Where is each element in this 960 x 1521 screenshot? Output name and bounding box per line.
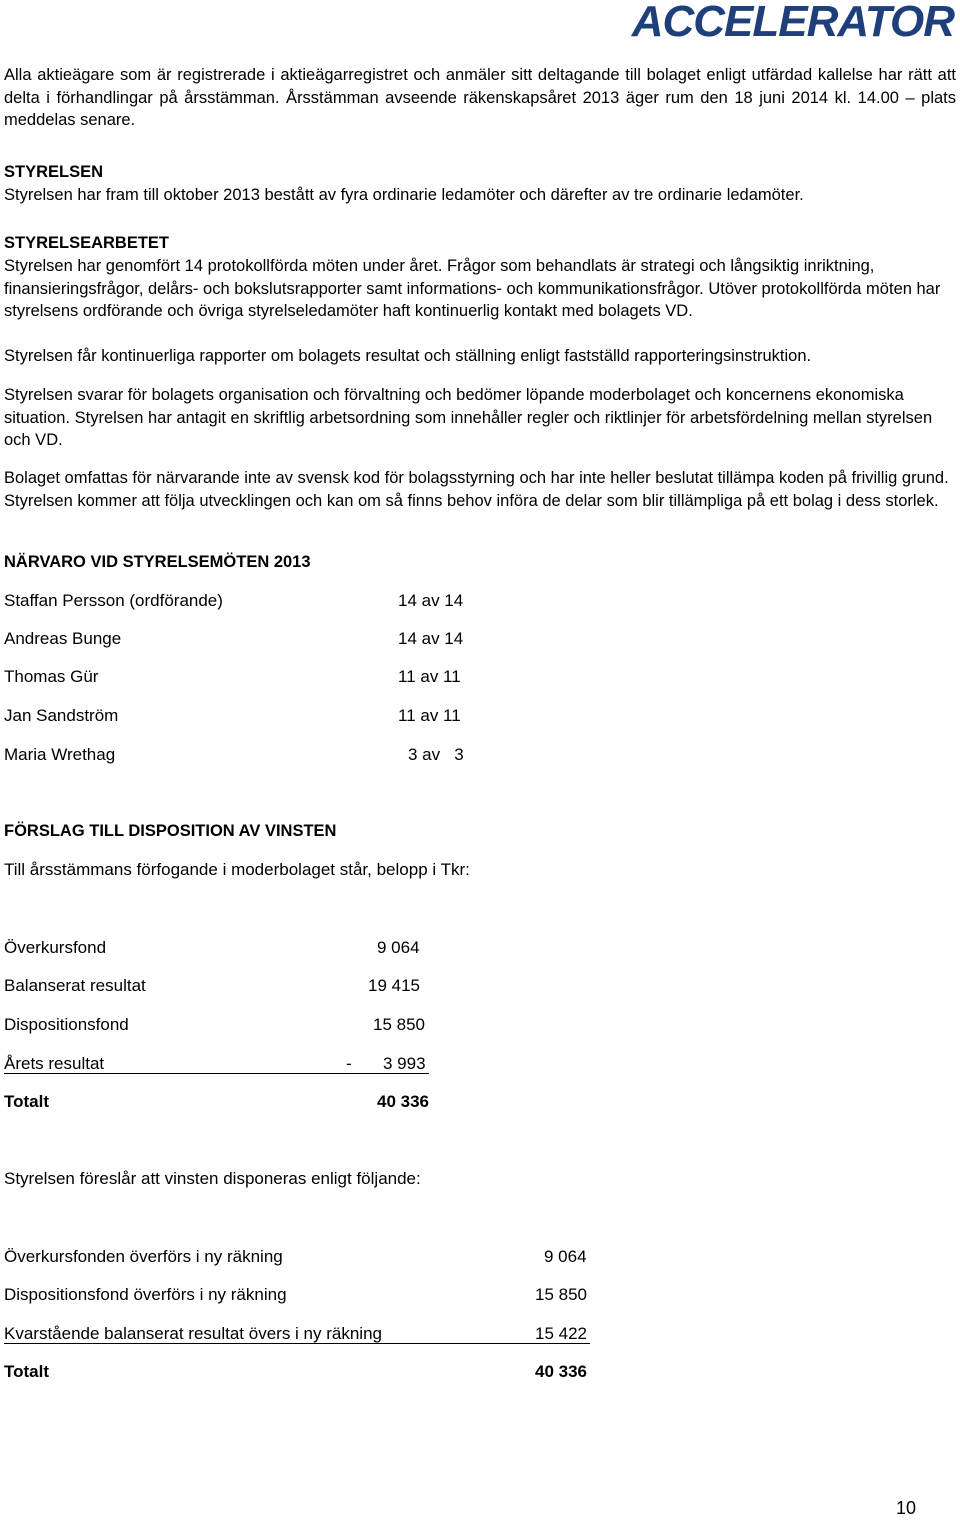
disposition-heading: FÖRSLAG TILL DISPOSITION AV VINSTEN (4, 822, 337, 840)
attendance-value: 14 av 14 (398, 591, 464, 610)
styrelsearbetet-paragraph-1: Styrelsen har genomfört 14 protokollförda möten under året. Frågor som behandlats är strategi och långsiktig inriktning, finansieringsfrågor, delårs- och bokslutsrapporter samt informations- och kommunikationsfrågor. Utöver protokollförda möten har styrelsens ordförande och övriga styrelseledamöter haft kontinuerlig kontakt med bolagets VD. (4, 257, 941, 320)
proposal-intro: Styrelsen föreslår att vinsten disponeras enligt följande: (4, 1169, 421, 1188)
proposal-label: Dispositionsfond överförs i ny räkning (4, 1285, 287, 1304)
proposal-sum-underline (4, 1343, 590, 1344)
styrelsen-heading: STYRELSEN (4, 163, 104, 181)
attendance-name: Staffan Persson (ordförande) (4, 591, 223, 610)
proposal-total-label: Totalt (4, 1362, 50, 1381)
funds-sign: - (346, 1054, 352, 1073)
attendance-value: 11 av 11 (398, 667, 461, 686)
funds-value: 19 415 (368, 976, 420, 995)
attendance-name: Thomas Gür (4, 667, 99, 686)
page-number: 10 (895, 1498, 916, 1518)
proposal-label: Kvarstående balanserat resultat övers i ny räkning (4, 1324, 382, 1343)
proposal-value: 15 422 (535, 1324, 587, 1343)
attendance-value: 3 av 3 (408, 745, 464, 764)
attendance-name: Andreas Bunge (4, 629, 122, 648)
funds-sum-underline (4, 1073, 429, 1074)
attendance-value: 11 av 11 (398, 706, 461, 725)
accelerator-logo: ACCELERATOR (631, 0, 954, 46)
funds-total-label: Totalt (4, 1092, 50, 1111)
proposal-label: Överkursfonden överförs i ny räkning (4, 1247, 283, 1266)
disposition-intro: Till årsstämmans förfogande i moderbolaget står, belopp i Tkr: (4, 860, 470, 879)
styrelsen-text: Styrelsen har fram till oktober 2013 bestått av fyra ordinarie ledamöter och därefter av tre ordinarie ledamöter. (4, 186, 804, 204)
styrelsearbetet-paragraph-3: Bolaget omfattas för närvarande inte av svensk kod för bolagsstyrning och har inte heller beslutat tillämpa koden på frivillig grund. Styrelsen kommer att följa utvecklingen och kan om så finns behov införa de delar som blir tillämpliga på ett bolag i dess storlek. (4, 469, 949, 510)
proposal-value: 9 064 (544, 1247, 587, 1266)
funds-value: 9 064 (377, 938, 420, 957)
funds-value: 15 850 (373, 1015, 425, 1034)
styrelsearbetet-heading: STYRELSEARBETET (4, 234, 170, 252)
funds-label: Överkursfond (4, 938, 107, 957)
attendance-heading: NÄRVARO VID STYRELSEMÖTEN 2013 (4, 553, 311, 571)
attendance-name: Maria Wrethag (4, 745, 116, 764)
attendance-value: 14 av 14 (398, 629, 464, 648)
funds-total-value: 40 336 (377, 1092, 429, 1111)
funds-label: Balanserat resultat (4, 976, 146, 995)
intro-paragraph: Alla aktieägare som är registrerade i aktieägarregistret och anmäler sitt deltagande till bolaget enligt utfärdad kallelse har rätt att delta i förhandlingar på årsstämman. Årsstämman avseende räkenskapsåret 2013 äger rum den 18 juni 2014 kl. 14.00 – plats meddelas senare. (4, 66, 956, 129)
proposal-total-value: 40 336 (535, 1362, 587, 1381)
attendance-name: Jan Sandström (4, 706, 119, 725)
funds-label: Årets resultat (4, 1054, 105, 1073)
proposal-value: 15 850 (535, 1285, 587, 1304)
styrelsearbetet-paragraph-2: Styrelsen svarar för bolagets organisation och förvaltning och bedömer löpande moderbolaget och koncernens ekonomiska situation. Styrelsen har antagit en skriftlig arbetsordning som innehåller regler och riktlinjer för arbetsfördelning mellan styrelsen och VD. (4, 386, 933, 449)
funds-value: 3 993 (383, 1054, 426, 1073)
funds-label: Dispositionsfond (4, 1015, 129, 1034)
styrelsearbetet-paragraph-1b: Styrelsen får kontinuerliga rapporter om bolagets resultat och ställning enligt fastställd rapporteringsinstruktion. (4, 347, 812, 365)
